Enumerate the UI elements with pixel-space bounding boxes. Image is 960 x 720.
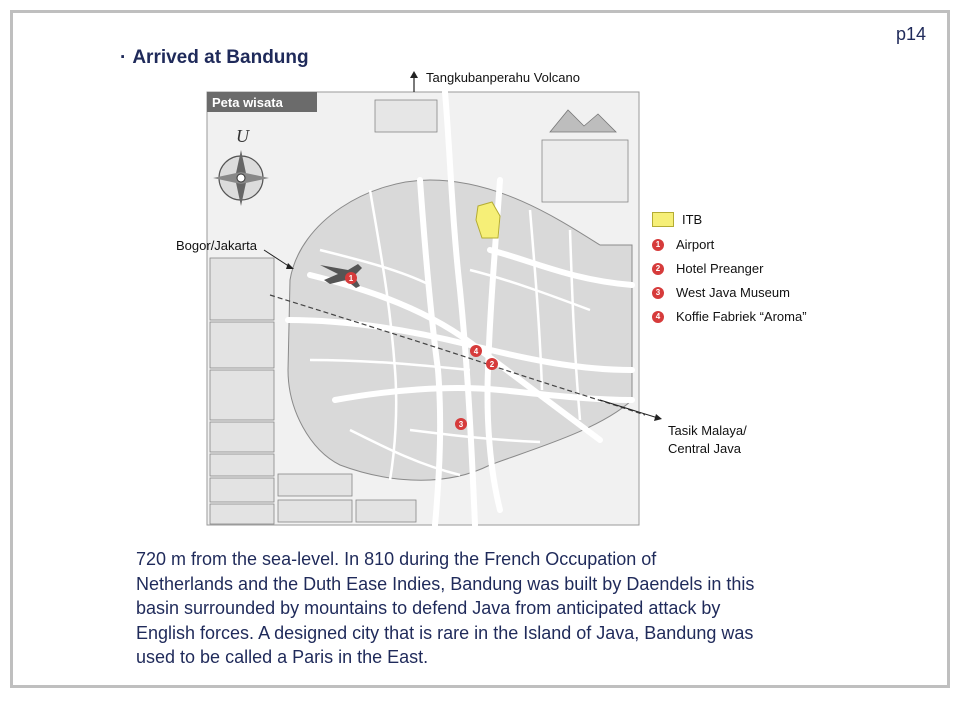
- legend-marker-1: 1: [652, 239, 664, 251]
- marker-koffie-fabriek: [470, 345, 482, 357]
- marker-hotel-preanger: [486, 358, 498, 370]
- east-label-line1: Tasik Malaya/: [668, 423, 747, 438]
- description-text: 720 m from the sea-level. In 810 during the French Occupation of Netherlands and the Duth Ease Indies, Bandung was built by Daendels in this basin surrounded by mountains to defend Java from anticipated attack by English forces. A designed city that is rare in the Island of Java, Bandung was used to be called a Paris in the East.: [136, 549, 755, 667]
- legend-airport-label: Airport: [676, 237, 715, 252]
- legend-hotel-label: Hotel Preanger: [676, 261, 764, 276]
- legend-koffie: [652, 309, 807, 324]
- legend-airport: [652, 237, 714, 252]
- legend-koffie-label: Koffie Fabriek “Aroma”: [676, 309, 807, 324]
- map-inner-legend-2: [375, 100, 437, 132]
- west-label: Bogor/Jakarta: [176, 238, 257, 253]
- legend-itb-label: ITB: [682, 212, 703, 227]
- marker-koffie-number: 4: [473, 347, 479, 356]
- map-inner-legend: [542, 140, 628, 202]
- north-arrow-icon: [410, 71, 418, 92]
- legend-hotel: [652, 261, 763, 276]
- east-label-line2: Central Java: [668, 441, 741, 456]
- marker-airport: [345, 272, 357, 284]
- legend-marker-2: 2: [652, 263, 664, 275]
- marker-west-java-museum: [455, 418, 467, 430]
- page-number: p14: [896, 24, 927, 44]
- itb-swatch: [652, 212, 674, 227]
- map-title: Peta wisata: [212, 95, 283, 110]
- heading-text: Arrived at Bandung: [132, 47, 309, 68]
- legend-itb: [652, 212, 702, 227]
- marker-hotel-number: 2: [489, 360, 495, 369]
- legend-museum: [652, 285, 790, 300]
- legend-museum-label: West Java Museum: [676, 285, 790, 300]
- heading-bullet: ·: [120, 47, 127, 68]
- legend-marker-3: 3: [652, 287, 664, 299]
- compass-letter: U: [236, 126, 249, 146]
- marker-museum-number: 3: [458, 420, 464, 429]
- marker-airport-number: 1: [348, 274, 354, 283]
- tourist-map: [170, 70, 670, 530]
- legend-marker-4: 4: [652, 311, 664, 323]
- page-heading: [120, 47, 309, 69]
- north-label: Tangkubanperahu Volcano: [426, 70, 580, 85]
